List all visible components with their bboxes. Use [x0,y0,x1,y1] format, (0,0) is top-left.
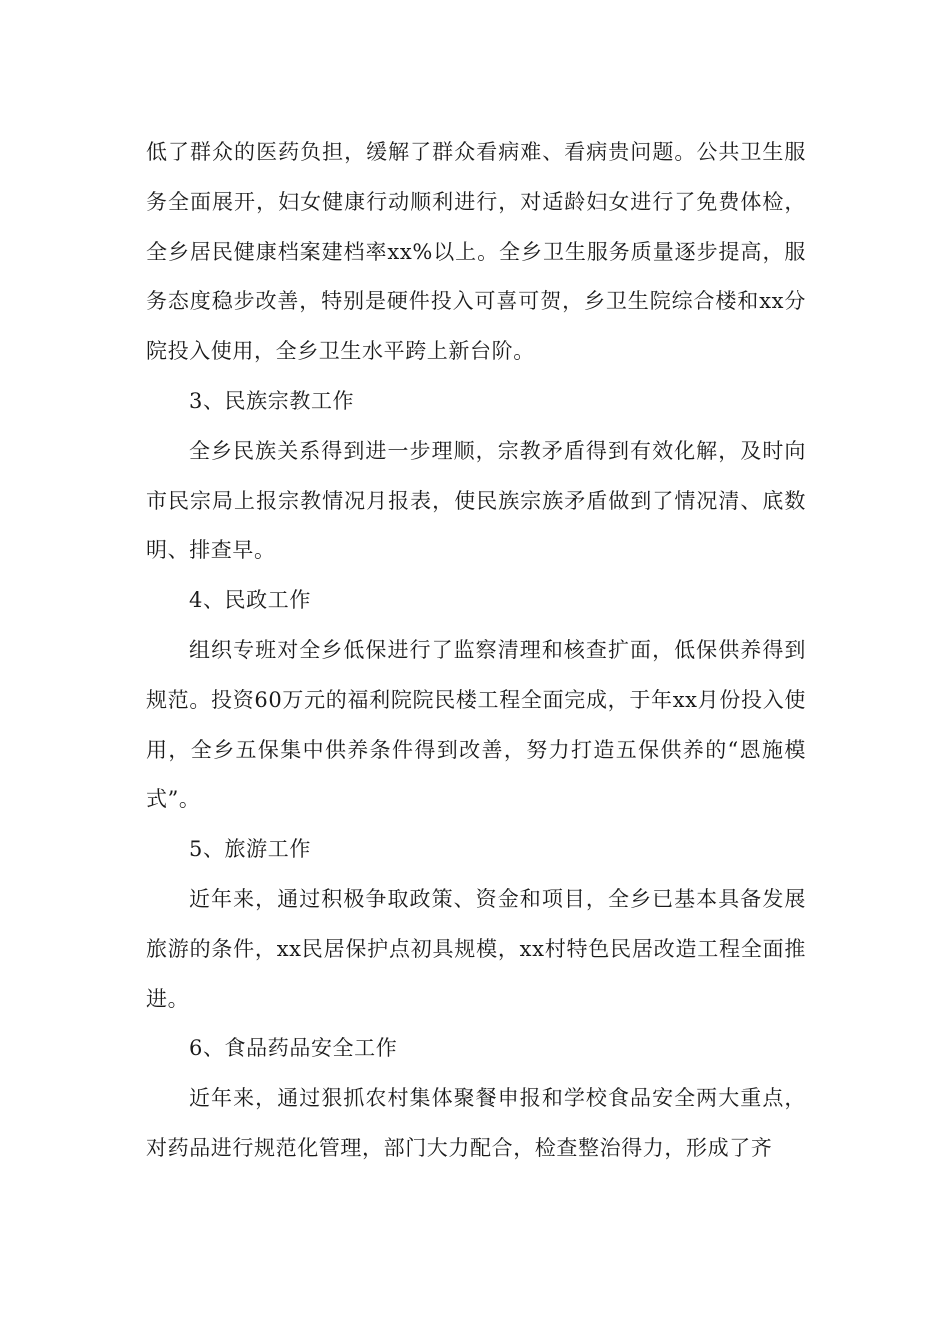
document-body [146,128,806,1174]
paragraph-health-services: 低了群众的医药负担，缓解了群众看病难、看病贵问题。公共卫生服务全面展开，妇女健康行动顺利进行，对适龄妇女进行了免费体检，全乡居民健康档案建档率xx%以上。全乡卫生服务质量逐步提高，服务态度稳步改善，特别是硬件投入可喜可贺，乡卫生院综合楼和xx分院投入使用，全乡卫生水平跨上新台阶。 [146,140,806,364]
section-heading-tourism: 5、旅游工作 [189,837,311,862]
paragraph-ethnic-religious: 全乡民族关系得到进一步理顺，宗教矛盾得到有效化解，及时向市民宗局上报宗教情况月报表，使民族宗族矛盾做到了情况清、底数明、排查早。 [146,438,806,563]
paragraph-civil-affairs: 组织专班对全乡低保进行了监察清理和核查扩面，低保供养得到规范。投资60万元的福利院院民楼工程全面完成，于年xx月份投入使用，全乡五保集中供养条件得到改善，努力打造五保供养的“恩施模式”。 [146,637,806,812]
section-heading-civil-affairs: 4、民政工作 [189,588,311,613]
section-heading-food-drug-safety: 6、食品药品安全工作 [189,1036,398,1061]
paragraph-tourism: 近年来，通过积极争取政策、资金和项目，全乡已基本具备发展旅游的条件，xx民居保护点初具规模，xx村特色民居改造工程全面推进。 [146,886,806,1011]
section-heading-ethnic-religious: 3、民族宗教工作 [189,388,355,413]
paragraph-food-drug-safety: 近年来，通过狠抓农村集体聚餐申报和学校食品安全两大重点，对药品进行规范化管理，部门大力配合，检查整治得力，形成了齐 [146,1086,806,1160]
